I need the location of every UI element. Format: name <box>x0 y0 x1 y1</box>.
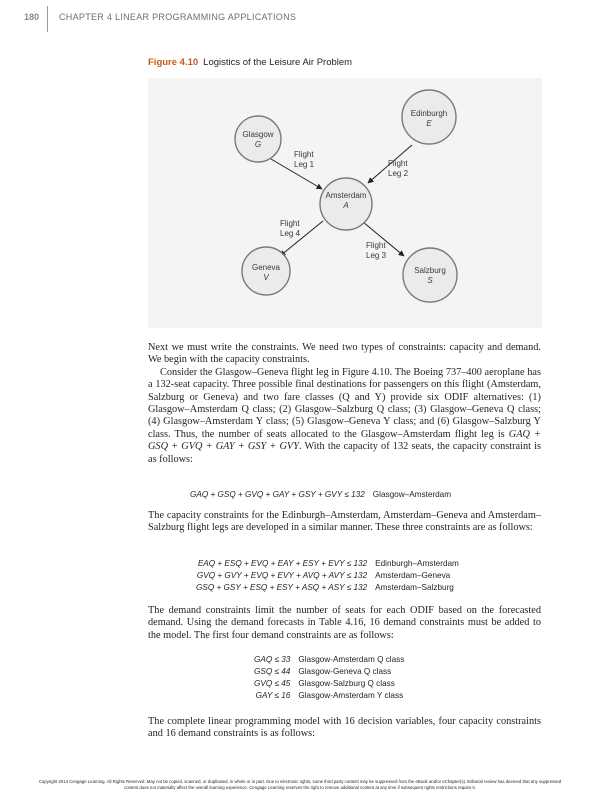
constraint-label: Glasgow-Amsterdam Q class <box>298 655 405 664</box>
city-geneva <box>236 263 296 283</box>
constraint-label: Glasgow-Salzburg Q class <box>298 679 395 688</box>
flight-leg-1-label <box>294 150 314 170</box>
capacity-constraint-1 <box>190 489 451 501</box>
city-edinburgh <box>399 109 459 129</box>
city-abbr: G <box>254 140 262 149</box>
city-name: Glasgow <box>242 130 274 139</box>
flight-leg-3-label <box>366 241 386 261</box>
city-name: Salzburg <box>414 266 446 275</box>
body-block-3 <box>148 605 541 642</box>
leg-line: Flight <box>388 159 408 168</box>
paragraph-text: . With the capacity of 132 seats, the capacity constraint is as follows: <box>148 441 542 465</box>
constraint-expression: GAY ≤ 16 <box>255 691 291 700</box>
constraint-expression: GAQ + GSQ + GVQ + GAY + GSY + GVY ≤ 132 <box>190 490 365 499</box>
paragraph: The demand constraints limit the number of seats for each ODIF based on the forecasted demand. Using the demand forecasts in Table 4.16, 16 demand constraints must be added to the model. The first four demand constraints are as follows: <box>148 605 541 641</box>
city-glasgow <box>228 130 288 150</box>
constraint-label: Amsterdam–Geneva <box>375 571 451 580</box>
leg-line: Leg 4 <box>280 229 301 238</box>
constraint-label: Glasgow–Amsterdam <box>372 490 452 499</box>
city-abbr: V <box>263 273 269 282</box>
constraint-expression: GAQ ≤ 33 <box>254 655 291 664</box>
body-block-1 <box>148 342 541 466</box>
inline-expression: GAQ + GSQ + GVQ + GAY + GSY + GVY <box>148 428 542 453</box>
city-name: Edinburgh <box>410 109 448 118</box>
figure-label: Figure 4.10 <box>148 57 199 68</box>
city-name: Amsterdam <box>325 191 367 200</box>
paragraph-text: Consider the Glasgow–Geneva flight leg in Figure 4.10. The Boeing 737–400 aeroplane has a 132-seat capacity. Three possible final destinations for passengers on this flight (Amsterdam, Salzburg or Geneva) and two fare classes (Q and Y) provide six ODIF alternatives: (1) Glasgow–Amsterdam Q class; (2) Glasgow–Salzburg Q class; (3) Glasgow–Geneva Q class; (4) Glasgow–Amsterdam Y class; (5) Glasgow–Geneva Y class; and (6) Glasgow–Salzburg Y class. Thus, the number of seats allocated to the Glasgow–Amsterdam flight leg is <box>148 366 541 440</box>
copyright-footer: Copyright 2014 Cengage Learning. All Rights Reserved. May not be copied, scanned, or duplicated, in whole or in part. Due to electronic rights, some third party content may be suppressed from the eBook and/or eChapter(s). Editorial review has deemed that any suppressed content does not materially affect the overall learning experience. Cengage Learning reserves the right to remove additional content at any time if subsequent rights restrictions require it. <box>38 779 562 790</box>
leg-line: Leg 3 <box>366 251 387 260</box>
running-header <box>0 12 600 32</box>
leg-line: Flight <box>366 241 386 250</box>
capacity-constraints <box>196 558 459 594</box>
constraint-expression: GSQ ≤ 44 <box>254 667 291 676</box>
header-divider <box>47 6 48 32</box>
city-abbr: E <box>426 119 432 128</box>
constraint-label: Edinburgh–Amsterdam <box>375 559 459 568</box>
city-abbr: S <box>427 276 433 285</box>
network-figure <box>148 78 542 328</box>
constraint-expression: GVQ ≤ 45 <box>254 679 291 688</box>
leg-line: Leg 2 <box>388 169 409 178</box>
page-number: 180 <box>24 12 40 22</box>
constraint-label: Amsterdam–Salzburg <box>375 583 454 592</box>
city-amsterdam <box>316 191 376 211</box>
figure-title: Logistics of the Leisure Air Problem <box>203 57 353 68</box>
constraint-expression: GVQ + GVY + EVQ + EVY + AVQ + AVY ≤ 132 <box>196 571 368 580</box>
constraint-expression: EAQ + ESQ + EVQ + EAY + ESY + EVY ≤ 132 <box>197 559 368 568</box>
leg-line: Leg 1 <box>294 160 315 169</box>
constraint-expression: GSQ + GSY + ESQ + ESY + ASQ + ASY ≤ 132 <box>196 583 368 592</box>
constraint-label: Glasgow-Amsterdam Y class <box>298 691 404 700</box>
paragraph: The capacity constraints for the Edinburgh–Amsterdam, Amsterdam–Geneva and Amsterdam–Salzburg flight legs are developed in a similar manner. These three constraints are as follows: <box>148 510 541 534</box>
leg-line: Flight <box>280 219 300 228</box>
flight-leg-2-label <box>388 159 408 179</box>
city-abbr: A <box>343 201 349 210</box>
body-block-2 <box>148 510 541 535</box>
constraint-label: Glasgow-Geneva Q class <box>298 667 392 676</box>
paragraph: Next we must write the constraints. We need two types of constraints: capacity and demand. We begin with the capacity constraints. <box>148 342 541 366</box>
body-block-4 <box>148 716 541 741</box>
paragraph: The complete linear programming model with 16 decision variables, four capacity constraints and 16 demand constraints is as follows: <box>148 716 541 740</box>
flight-leg-4-label <box>280 219 300 239</box>
demand-constraints <box>254 654 404 702</box>
paragraph <box>148 367 541 466</box>
figure-caption <box>148 57 352 68</box>
city-name: Geneva <box>251 263 281 272</box>
city-salzburg <box>400 266 460 286</box>
chapter-title: CHAPTER 4 LINEAR PROGRAMMING APPLICATIONS <box>59 12 297 22</box>
leg-line: Flight <box>294 150 314 159</box>
